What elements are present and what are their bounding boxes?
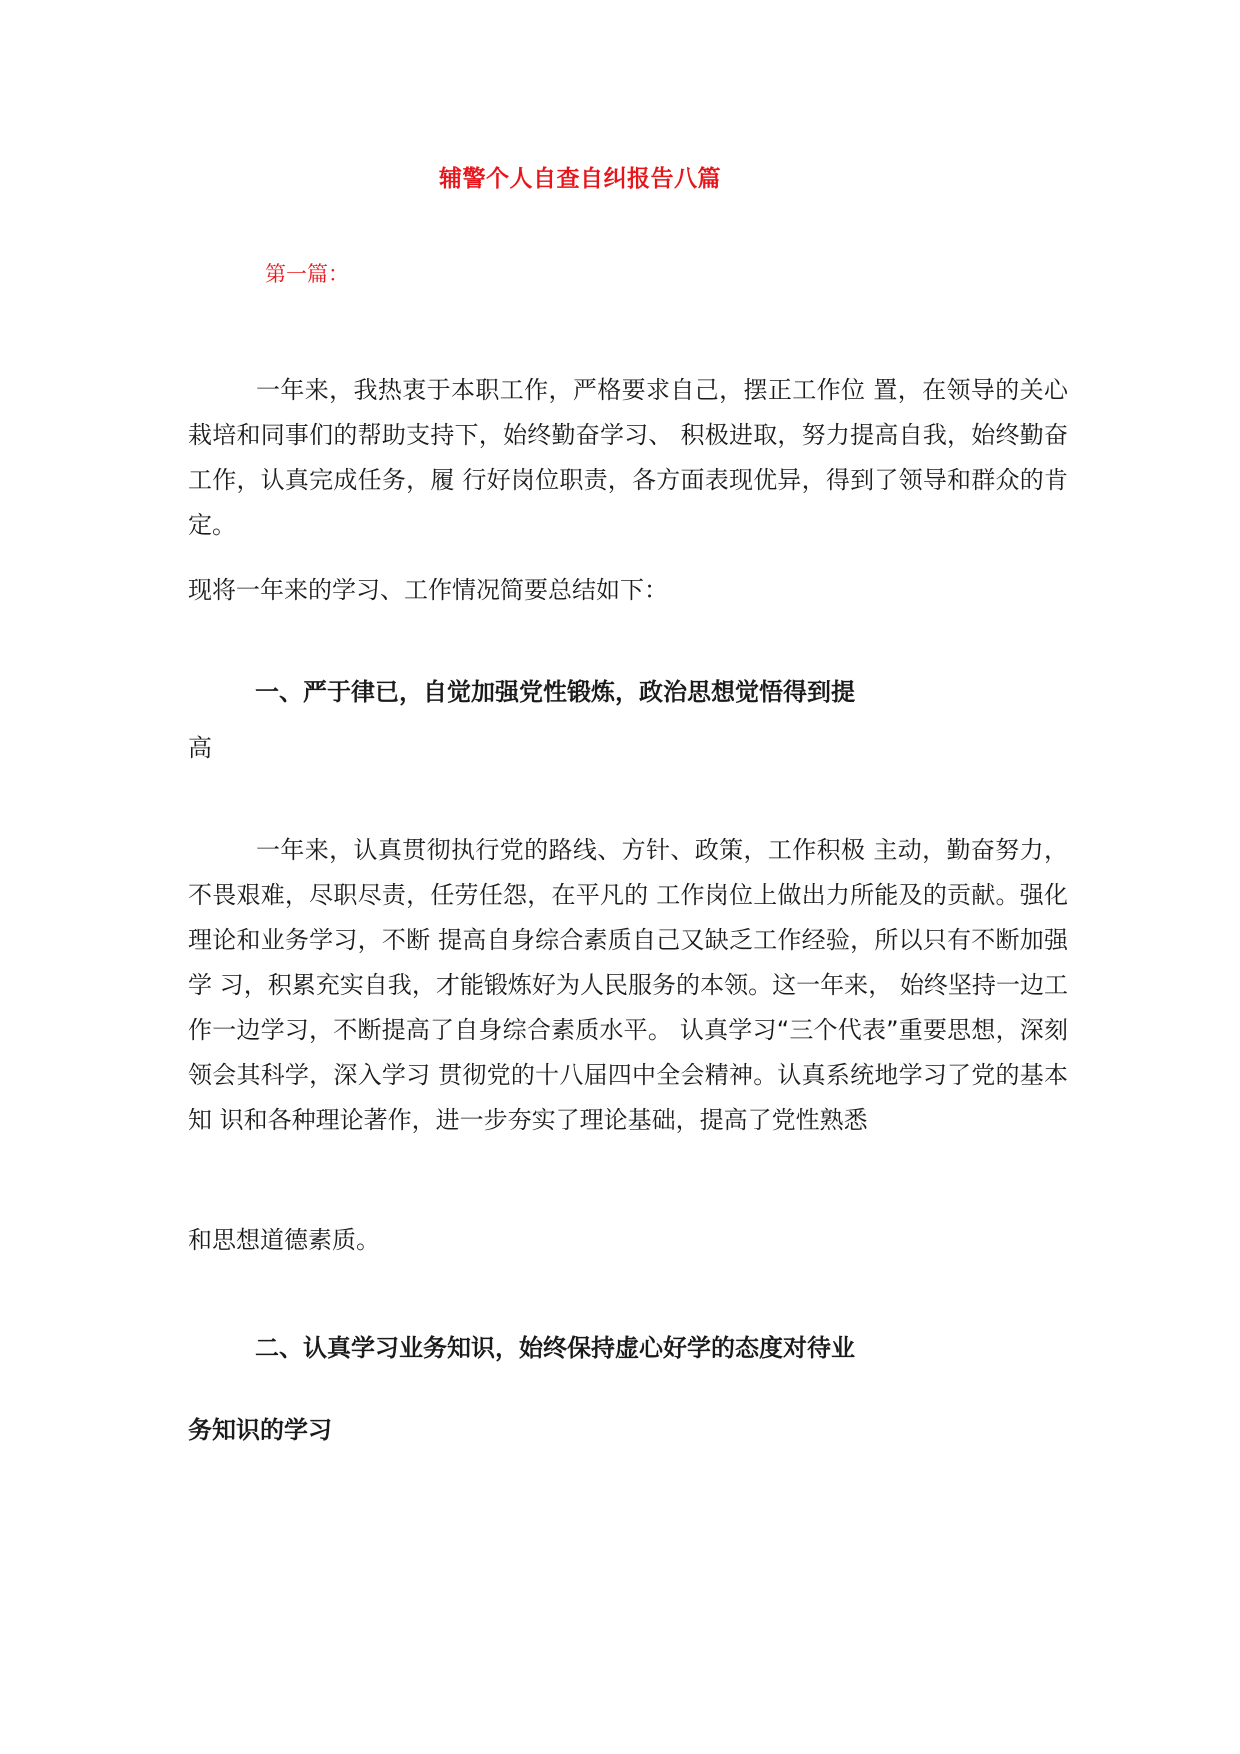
section-heading-2-continued: 务知识的学习 (188, 1416, 332, 1444)
section-heading-1: 一、严于律已，自觉加强党性锻炼，政治思想觉悟得到提 (255, 678, 855, 706)
document-title: 辅警个人自查自纠报告八篇 (439, 166, 721, 192)
intro-paragraph: 一年来，我热衷于本职工作，严格要求自己，摆正工作位 置，在领导的关心栽培和同事们的帮助支持下，始终勤奋学习、 积极进取，努力提高自我，始终勤奋工作，认真完成任务，履 行好岗位职责，各方面表现优异，得到了领导和群众的肯定。 (188, 376, 1068, 539)
section-heading-2: 二、认真学习业务知识，始终保持虚心好学的态度对待业 (255, 1334, 855, 1362)
section-heading-1-continued: 高 (188, 734, 212, 762)
section-1-paragraph: 一年来，认真贯彻执行党的路线、方针、政策，工作积极 主动，勤奋努力，不畏艰难，尽职尽责，任劳任怨，在平凡的 工作岗位上做出力所能及的贡献。强化理论和业务学习，不断 提高自身综合素质自己又缺乏工作经验，所以只有不断加强学 习，积累充实自我，才能锻炼好为人民服务的本领。这一年来， 始终坚持一边工作一边学习，不断提高了自身综合素质水平。 认真学习“三个代表”重要思想，深刻领会其科学，深入学习 贯彻党的十八届四中全会精神。认真系统地学习了党的基本知 识和各种理论著作，进一步夯实了理论基础，提高了党性熟悉 (188, 836, 1068, 1134)
section-label: 第一篇： (265, 262, 349, 286)
summary-line: 现将一年来的学习、工作情况简要总结如下： (188, 576, 668, 604)
section-1-paragraph-continued: 和思想道德素质。 (188, 1226, 380, 1254)
